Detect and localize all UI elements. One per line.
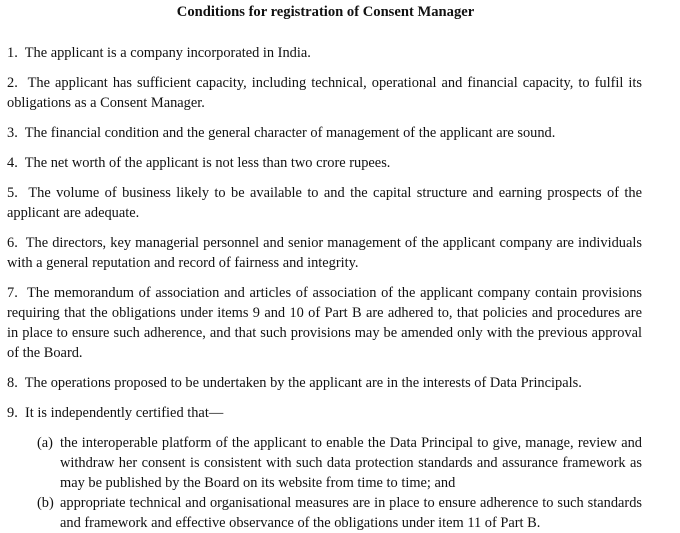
condition-item-7: [7, 283, 642, 363]
condition-item-9: [7, 403, 642, 423]
condition-number: 4.: [7, 155, 18, 171]
sub-condition-b: [7, 493, 642, 533]
condition-number: 2.: [7, 75, 18, 91]
condition-number: 9.: [7, 405, 18, 421]
document-title: Conditions for registration of Consent Manager: [176, 4, 475, 20]
sub-condition-text: appropriate technical and organisational measures are in place to ensure adherence to such standards and framework and effective observance of the obligations under item 11 of Part B.: [60, 495, 642, 531]
sub-conditions-list: [7, 433, 642, 533]
sub-condition-mark: (b): [37, 495, 54, 511]
condition-number: 7.: [7, 285, 18, 301]
condition-number: 5.: [7, 185, 18, 201]
condition-text: The memorandum of association and articles of association of the applicant company contain provisions requiring that the obligations under items 9 and 10 of Part B are adhered to, that policies and procedures are in place to ensure such adherence, and that such provisions may be amended only with the previous approval of the Board.: [7, 285, 643, 361]
sub-condition-a: [7, 433, 642, 493]
condition-number: 8.: [7, 375, 18, 391]
sub-condition-mark: (a): [37, 435, 53, 451]
condition-text: It is independently certified that—: [25, 405, 224, 421]
condition-item-4: [7, 153, 642, 173]
condition-text: The financial condition and the general character of management of the applicant are sound.: [24, 125, 556, 141]
condition-number: 6.: [7, 235, 18, 251]
condition-text: The operations proposed to be undertaken by the applicant are in the interests of Data Principals.: [24, 375, 582, 391]
condition-item-8: [7, 373, 642, 393]
condition-item-3: [7, 123, 642, 143]
condition-text: The net worth of the applicant is not less than two crore rupees.: [24, 155, 391, 171]
sub-condition-text: the interoperable platform of the applicant to enable the Data Principal to give, manage, review and withdraw her consent is consistent with such data protection standards and assurance framework as may be published by the Board on its website from time to time; and: [60, 435, 642, 491]
condition-item-5: [7, 183, 642, 223]
condition-number: 3.: [7, 125, 18, 141]
condition-item-6: [7, 233, 642, 273]
condition-number: 1.: [7, 45, 18, 61]
condition-item-1: [7, 43, 642, 63]
condition-text: The applicant is a company incorporated in India.: [24, 45, 311, 61]
conditions-list: [7, 43, 642, 533]
condition-item-2: [7, 73, 642, 113]
condition-text: The applicant has sufficient capacity, including technical, operational and financial capacity, to fulfil its obligations as a Consent Manager.: [7, 75, 643, 111]
condition-text: The volume of business likely to be available to and the capital structure and earning prospects of the applicant are adequate.: [7, 185, 642, 221]
condition-text: The directors, key managerial personnel and senior management of the applicant company are individuals with a general reputation and record of fairness and integrity.: [7, 235, 642, 271]
